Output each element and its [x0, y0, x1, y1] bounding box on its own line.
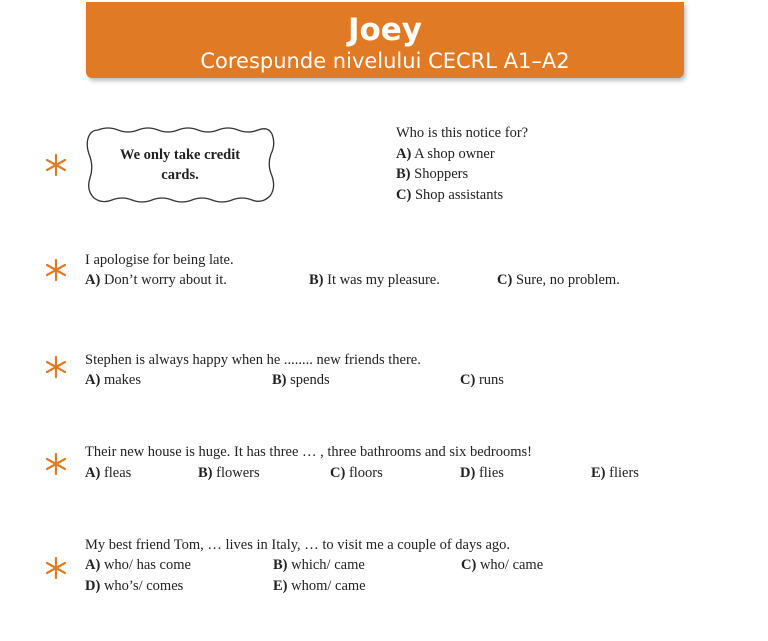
q1-option-b[interactable]: B) Shoppers	[396, 166, 469, 182]
question-5-text: My best friend Tom, … lives in Italy, … to visit me a couple of days ago.	[85, 537, 511, 553]
star-icon	[44, 556, 68, 580]
notice-sign	[84, 126, 276, 204]
star-icon	[44, 153, 68, 177]
star-icon	[44, 452, 68, 476]
page-subtitle: Corespunde nivelului CECRL A1–A2	[200, 49, 570, 73]
q4-option-c[interactable]: C) floors	[330, 465, 383, 481]
q5-option-e[interactable]: E) whom/ came	[273, 578, 366, 594]
star-icon	[44, 258, 68, 282]
q3-option-a[interactable]: A) makes	[85, 372, 141, 388]
question-1-text: Who is this notice for?	[396, 125, 529, 141]
notice-line-2: cards.	[161, 167, 199, 183]
q5-option-a[interactable]: A) who/ has come	[85, 557, 191, 573]
page-title: Joey	[347, 12, 423, 48]
q5-option-d[interactable]: D) who’s/ comes	[85, 578, 184, 594]
q5-option-b[interactable]: B) which/ came	[273, 557, 365, 573]
star-icon	[44, 355, 68, 379]
question-2-text: I apologise for being late.	[85, 252, 234, 268]
notice-line-1: We only take credit	[119, 147, 241, 163]
q2-option-c[interactable]: C) Sure, no problem.	[497, 272, 620, 288]
q3-option-c[interactable]: C) runs	[460, 372, 504, 388]
q1-option-c[interactable]: C) Shop assistants	[396, 187, 504, 203]
question-4-text: Their new house is huge. It has three … , three bathrooms and six bedrooms!	[85, 444, 532, 460]
q1-option-a[interactable]: A) A shop owner	[396, 146, 495, 162]
q4-option-b[interactable]: B) flowers	[198, 465, 260, 481]
q4-option-e[interactable]: E) fliers	[591, 465, 639, 481]
q3-option-b[interactable]: B) spends	[272, 372, 330, 388]
q2-option-a[interactable]: A) Don’t worry about it.	[85, 272, 227, 288]
q2-option-b[interactable]: B) It was my pleasure.	[309, 272, 440, 288]
header-banner	[86, 2, 684, 78]
question-3-text: Stephen is always happy when he ........ new friends there.	[85, 352, 421, 368]
q5-option-c[interactable]: C) who/ came	[461, 557, 544, 573]
q4-option-a[interactable]: A) fleas	[85, 465, 132, 481]
q4-option-d[interactable]: D) flies	[460, 465, 504, 481]
